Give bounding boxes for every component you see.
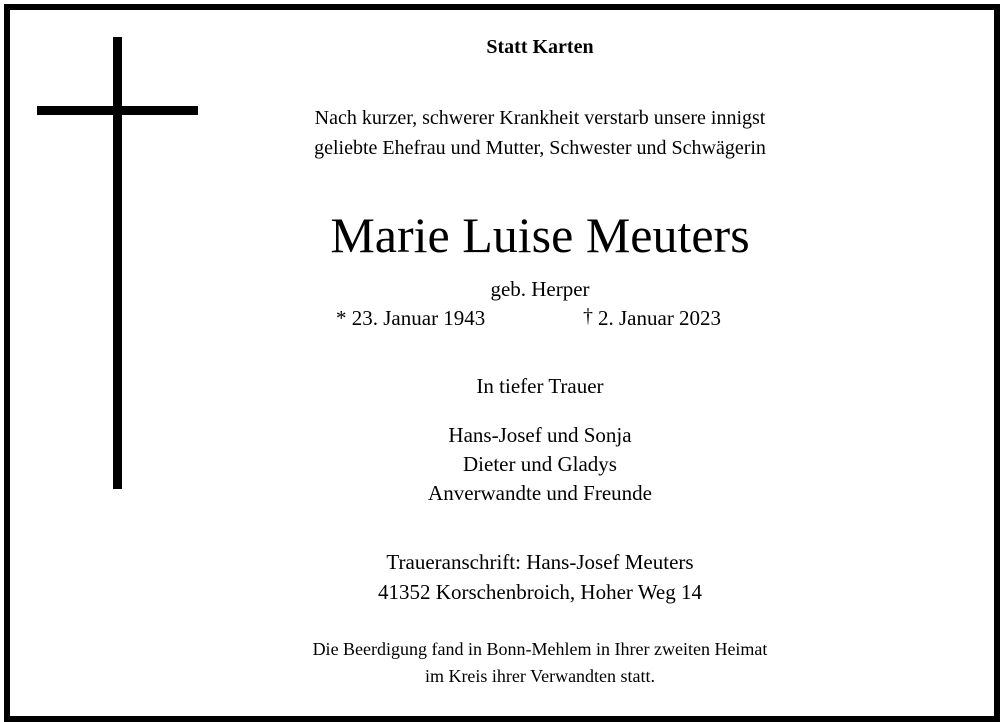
life-dates (200, 303, 880, 333)
dagger-icon: † (583, 305, 593, 327)
mourner-1: Hans-Josef und Sonja (448, 423, 632, 447)
deceased-name: Marie Luise Meuters (330, 207, 750, 263)
death-date (583, 303, 721, 334)
address-line-1: Traueranschrift: Hans-Josef Meuters (386, 550, 694, 574)
funeral-line-1: Die Beerdigung fand in Bonn-Mehlem in Ihrer zweiten Heimat (312, 639, 768, 659)
mourner-2: Dieter und Gladys (463, 452, 617, 476)
address-line-2: 41352 Korschenbroich, Hoher Weg 14 (378, 580, 702, 604)
birth-star: * (336, 306, 347, 330)
maiden-name: geb. Herper (490, 277, 590, 301)
death-date-text: 2. Januar 2023 (598, 306, 722, 330)
intro-line-1: Nach kurzer, schwerer Krankheit verstarb unsere innigst (314, 107, 766, 129)
intro-line-2: geliebte Ehefrau und Mutter, Schwester und Schwägerin (314, 137, 766, 159)
birth-date (336, 303, 485, 333)
mourner-3: Anverwandte und Freunde (428, 481, 652, 505)
header-statt-karten: Statt Karten (486, 36, 594, 58)
cross-icon-horizontal-bar (37, 106, 198, 115)
mourning-line: In tiefer Trauer (476, 374, 604, 398)
birth-date-text: 23. Januar 1943 (351, 306, 486, 330)
cross-icon-vertical-bar (113, 37, 122, 489)
funeral-line-2: im Kreis ihrer Verwandten statt. (424, 666, 656, 686)
